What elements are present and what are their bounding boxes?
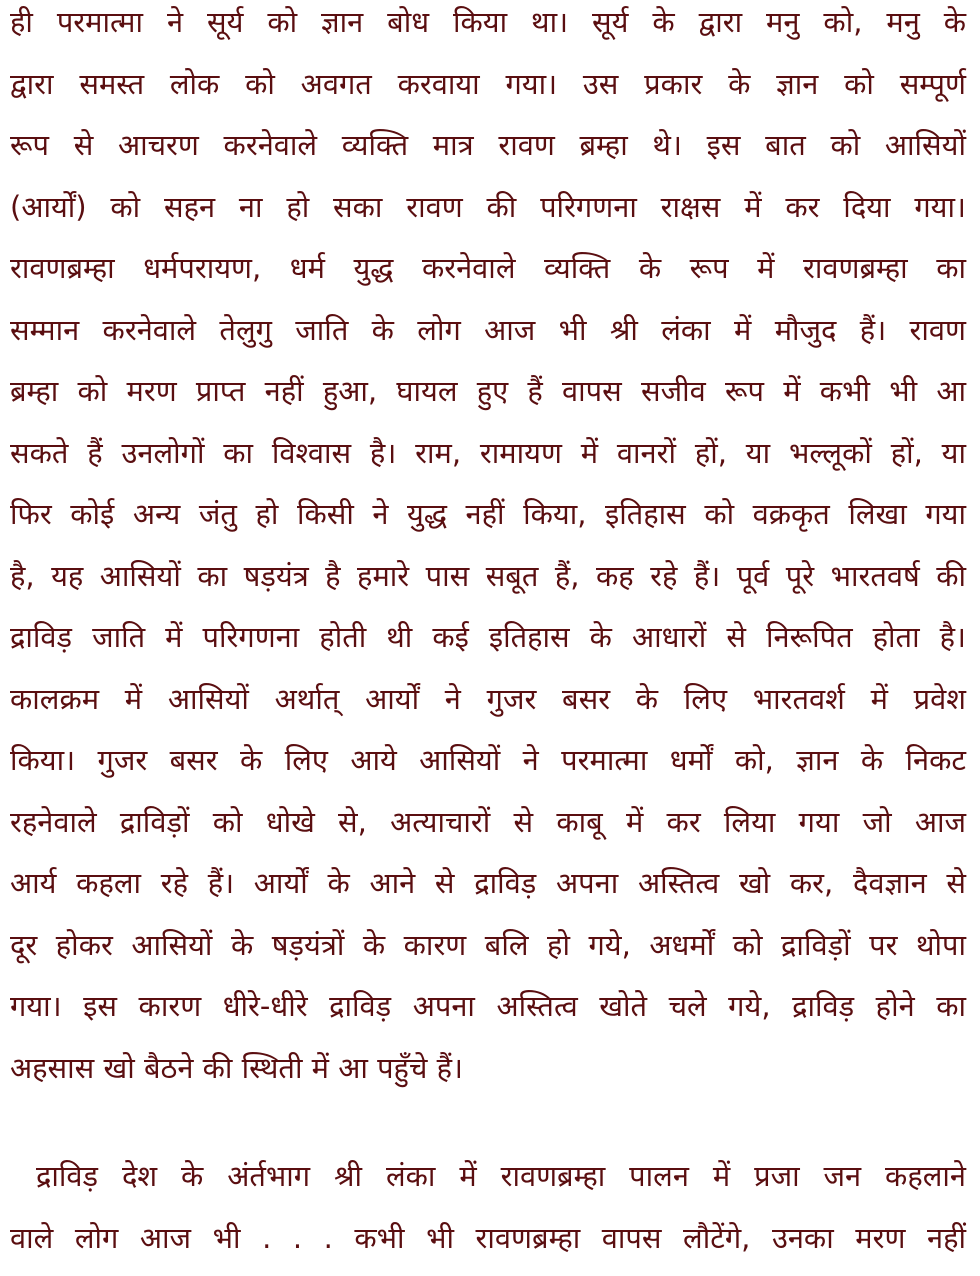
text-line: है, यह आसियों का षड़यंत्र है हमारे पास सबूत हैं, कह रहे हैं। पूर्व पूरे भारतवर्ष की [10, 558, 966, 593]
text-line: गया। इस कारण धीरे-धीरे द्राविड़ अपना अस्तित्व खोते चले गये, द्राविड़ होने का [10, 989, 966, 1023]
paragraph-1 [10, 0, 966, 1099]
text-line: किया। गुजर बसर के लिए आये आसियों ने परमात्मा धर्मों को, ज्ञान के निकट [10, 743, 966, 777]
text-line: रावणब्रम्हा धर्मपरायण, धर्म युद्ध करनेवाले व्यक्ति के रूप में रावणब्रम्हा का [10, 251, 966, 285]
text-line: द्राविड़ देश के अंर्तभाग श्री लंका में रावणब्रम्हा पालन में प्रजा जन कहलाने [36, 1159, 966, 1193]
text-line: आर्य कहला रहे हैं। आर्यों के आने से द्राविड़ अपना अस्तित्व खो कर, दैवज्ञान से [10, 866, 966, 900]
text-line: रहनेवाले द्राविड़ों को धोखे से, अत्याचारों से काबू में कर लिया गया जो आज [10, 804, 966, 839]
text-line: रूप से आचरण करनेवाले व्यक्ति मात्र रावण ब्रम्हा थे। इस बात को आसियों [10, 128, 966, 162]
text-line: अहसास खो बैठने की स्थिती में आ पहुँचे हैं। [10, 1050, 463, 1085]
text-line: द्वारा समस्त लोक को अवगत करवाया गया। उस प्रकार के ज्ञान को सम्पूर्ण [10, 66, 966, 101]
text-line: सकते हैं उनलोगों का विश्वास है। राम, रामायण में वानरों हों, या भल्लूकों हों, या [10, 435, 966, 470]
text-line: कालक्रम में आसियों अर्थात् आर्यों ने गुजर बसर के लिए भारतवर्श में प्रवेश [10, 681, 966, 716]
text-line: दूर होकर आसियों के षड़यंत्रों के कारण बलि हो गये, अधर्मों को द्राविड़ों पर थोपा [10, 927, 966, 962]
text-line: सम्मान करनेवाले तेलुगु जाति के लोग आज भी श्री लंका में मौजुद हैं। रावण [10, 312, 966, 347]
text-line: द्राविड़ जाति में परिगणना होती थी कई इतिहास के आधारों से निरूपित होता है। [10, 620, 966, 654]
text-line: वाले लोग आज भी . . . कभी भी रावणब्रम्हा वापस लौटेंगे, उनका मरण नहीं [10, 1220, 966, 1255]
text-line: ब्रम्हा को मरण प्राप्त नहीं हुआ, घायल हुए हैं वापस सजीव रूप में कभी भी आ [10, 374, 966, 408]
paragraph-2 [10, 1146, 966, 1269]
text-line: ही परमात्मा ने सूर्य को ज्ञान बोध किया था। सूर्य के द्वारा मनु को, मनु के [10, 5, 966, 39]
text-line: (आर्यों) को सहन ना हो सका रावण की परिगणना राक्षस में कर दिया गया। [10, 189, 966, 224]
text-line: फिर कोई अन्य जंतु हो किसी ने युद्ध नहीं किया, इतिहास को वक्रकृत लिखा गया [10, 497, 966, 531]
